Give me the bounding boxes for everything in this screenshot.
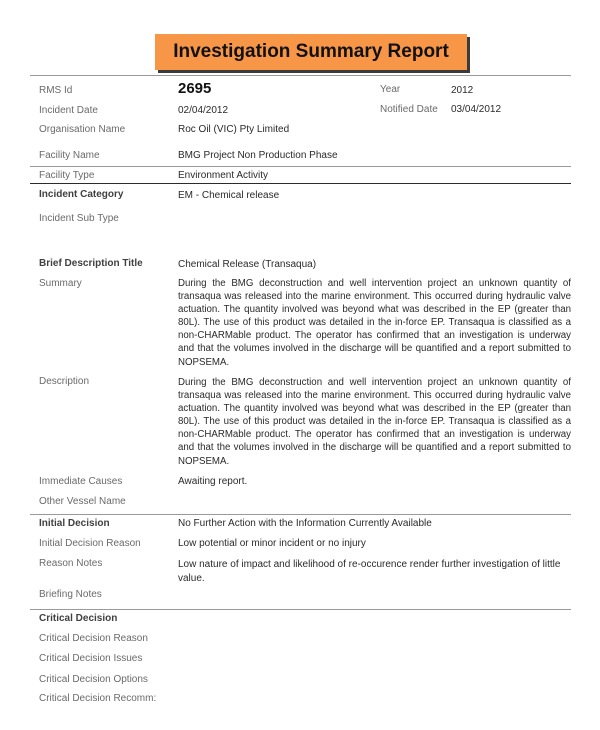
- report-title: Investigation Summary Report: [155, 34, 467, 70]
- critical-decision-reason-label: Critical Decision Reason: [39, 633, 148, 644]
- organisation-value: Roc Oil (VIC) Pty Limited: [178, 124, 290, 135]
- incident-date-label: Incident Date: [39, 105, 98, 116]
- initial-decision-label: Initial Decision: [39, 518, 110, 529]
- critical-decision-label: Critical Decision: [39, 613, 118, 624]
- divider: [30, 609, 571, 610]
- immediate-causes-label: Immediate Causes: [39, 476, 123, 487]
- facility-name-label: Facility Name: [39, 150, 100, 161]
- year-label: Year: [380, 84, 401, 95]
- critical-decision-recomm-label: Critical Decision Recomm:: [39, 693, 157, 704]
- summary-text: During the BMG deconstruction and well intervention project an unknown quantity of transaqua was released into the marine environment. This occurred during hydraulic valve actuation. The quantity involved was beyond what was described in the EP (greater than 80L). The use of this product was detailed in the in-force EP. Transaqua is classified as a non-CHARMable product. The operator has confirmed that an investigation is underway and that the volumes involved in the discharge will be quantified and a report submitted to NOPSEMA.: [178, 278, 571, 368]
- facility-type-label: Facility Type: [39, 170, 95, 181]
- initial-decision-reason-label: Initial Decision Reason: [39, 538, 141, 549]
- organisation-label: Organisation Name: [39, 124, 126, 135]
- incident-date-value: 02/04/2012: [178, 105, 229, 116]
- critical-decision-issues-label: Critical Decision Issues: [39, 653, 143, 664]
- divider: [30, 75, 571, 76]
- description-text: During the BMG deconstruction and well intervention project an unknown quantity of transaqua was released into the marine environment. This occurred during hydraulic valve actuation. The quantity involved was beyond what was described in the EP (greater than 80L). The use of this product was detailed in the in-force EP. Transaqua is classified as a non-CHARMable product. The operator has confirmed that an investigation is underway and that the volumes involved in the discharge will be quantified and a report submitted to NOPSEMA.: [178, 377, 571, 467]
- critical-decision-options-label: Critical Decision Options: [39, 674, 148, 685]
- facility-name-value: BMG Project Non Production Phase: [178, 150, 338, 161]
- reason-notes-label: Reason Notes: [39, 558, 103, 569]
- rms-id-value: 2695: [178, 80, 212, 97]
- incident-sub-type-label: Incident Sub Type: [39, 213, 119, 224]
- briefing-notes-label: Briefing Notes: [39, 589, 102, 600]
- reason-notes-value: Low nature of impact and likelihood of re-occurence render further investigation of little value.: [178, 559, 561, 584]
- incident-category-label: Incident Category: [39, 189, 124, 200]
- rms-id-label: RMS Id: [39, 85, 73, 96]
- year-value: 2012: [451, 85, 474, 96]
- notified-date-value: 03/04/2012: [451, 104, 502, 115]
- divider: [30, 514, 571, 515]
- initial-decision-value: No Further Action with the Information Currently Available: [178, 518, 432, 529]
- notified-date-label: Notified Date: [380, 104, 438, 115]
- facility-type-value: Environment Activity: [178, 170, 269, 181]
- divider: [30, 166, 571, 167]
- incident-category-value: EM - Chemical release: [178, 190, 280, 201]
- immediate-causes-value: Awaiting report.: [178, 476, 248, 487]
- divider: [30, 183, 571, 184]
- initial-decision-reason-value: Low potential or minor incident or no injury: [178, 538, 366, 549]
- brief-description-title-label: Brief Description Title: [39, 258, 143, 269]
- summary-label: Summary: [39, 278, 82, 289]
- other-vessel-name-label: Other Vessel Name: [39, 496, 126, 507]
- description-label: Description: [39, 376, 90, 387]
- brief-description-title-value: Chemical Release (Transaqua): [178, 259, 317, 270]
